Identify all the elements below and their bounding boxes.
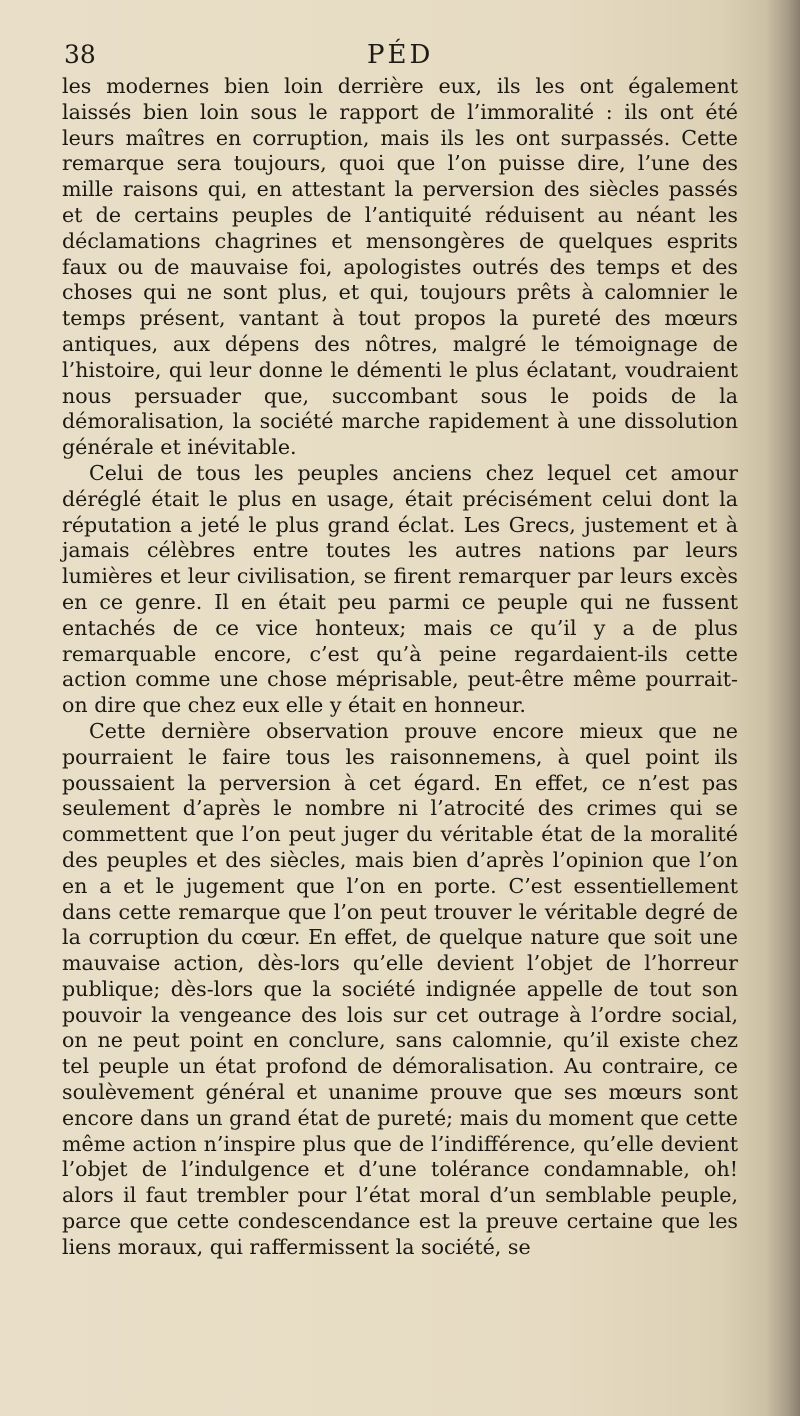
running-title: PÉD (367, 40, 434, 70)
paragraph: Celui de tous les peuples anciens chez lequel cet amour déréglé était le plus en usage, était précisément celui dont la réputation a jeté le plus grand éclat. Les Grecs, justement et à jamais célèbres entre toutes les autres nations par leurs lumières et leur civilisation, se firent remarquer par leurs excès en ce genre. Il en était peu parmi ce peuple qui ne fussent entachés de ce vice honteux; mais ce qu’il y a de plus remarquable encore, c’est qu’à peine regardaient-ils cette action comme une chose méprisable, peut-être même pourrait-on dire que chez eux elle y était en honneur. (62, 460, 738, 718)
page-gutter-shadow (766, 0, 800, 1416)
paragraph: Cette dernière observation prouve encore mieux que ne pourraient le faire tous les raisonnemens, à quel point ils poussaient la perversion à cet égard. En effet, ce n’est pas seulement d’après le nombre ni l’atrocité des crimes qui se commettent que l’on peut juger du véritable état de la moralité des peuples et des siècles, mais bien d’après l’opinion que l’on en a et le jugement que l’on en porte. C’est essentiellement dans cette remarque que l’on peut trouver le véritable degré de la corruption du cœur. En effet, de quelque nature que soit une mauvaise action, dès-lors qu’elle devient l’objet de l’horreur publique; dès-lors que la société indignée appelle de tout son pouvoir la vengeance des lois sur cet outrage à l’ordre social, on ne peut point en conclure, sans calomnie, qu’il existe chez tel peuple un état profond de démoralisation. Au contraire, ce soulèvement général et unanime prouve que ses mœurs sont encore dans un grand état de pureté; mais du moment que cette même action n’inspire plus que de l’indifférence, qu’elle devient l’objet de l’indulgence et d’une tolérance condamnable, oh! alors il faut trembler pour l’état moral d’un semblable peuple, parce que cette condescendance est la preuve certaine que les liens moraux, qui raffermissent la société, se (62, 718, 738, 1259)
page-number: 38 (64, 40, 96, 69)
body-text (62, 74, 738, 1261)
running-head (62, 34, 738, 74)
paragraph-continued: les modernes bien loin derrière eux, ils les ont également laissés bien loin sous le rapport de l’immoralité : ils ont été leurs maîtres en corruption, mais ils les ont surpassés. Cette remarque sera toujours, quoi que l’on puisse dire, l’une des mille raisons qui, en attestant la perversion des siècles passés et de certains peuples de l’antiquité réduisent au néant les déclamations chagrines et mensongères de quelques esprits faux ou de mauvaise foi, apologistes outrés des temps et des choses qui ne sont plus, et qui, toujours prêts à calomnier le temps présent, vantant à tout propos la pureté des mœurs antiques, aux dépens des nôtres, malgré le témoignage de l’histoire, qui leur donne le démenti le plus éclatant, voudraient nous persuader que, succombant sous le poids de la démoralisation, la société marche rapidement à une dissolution générale et inévitable. (62, 74, 738, 460)
